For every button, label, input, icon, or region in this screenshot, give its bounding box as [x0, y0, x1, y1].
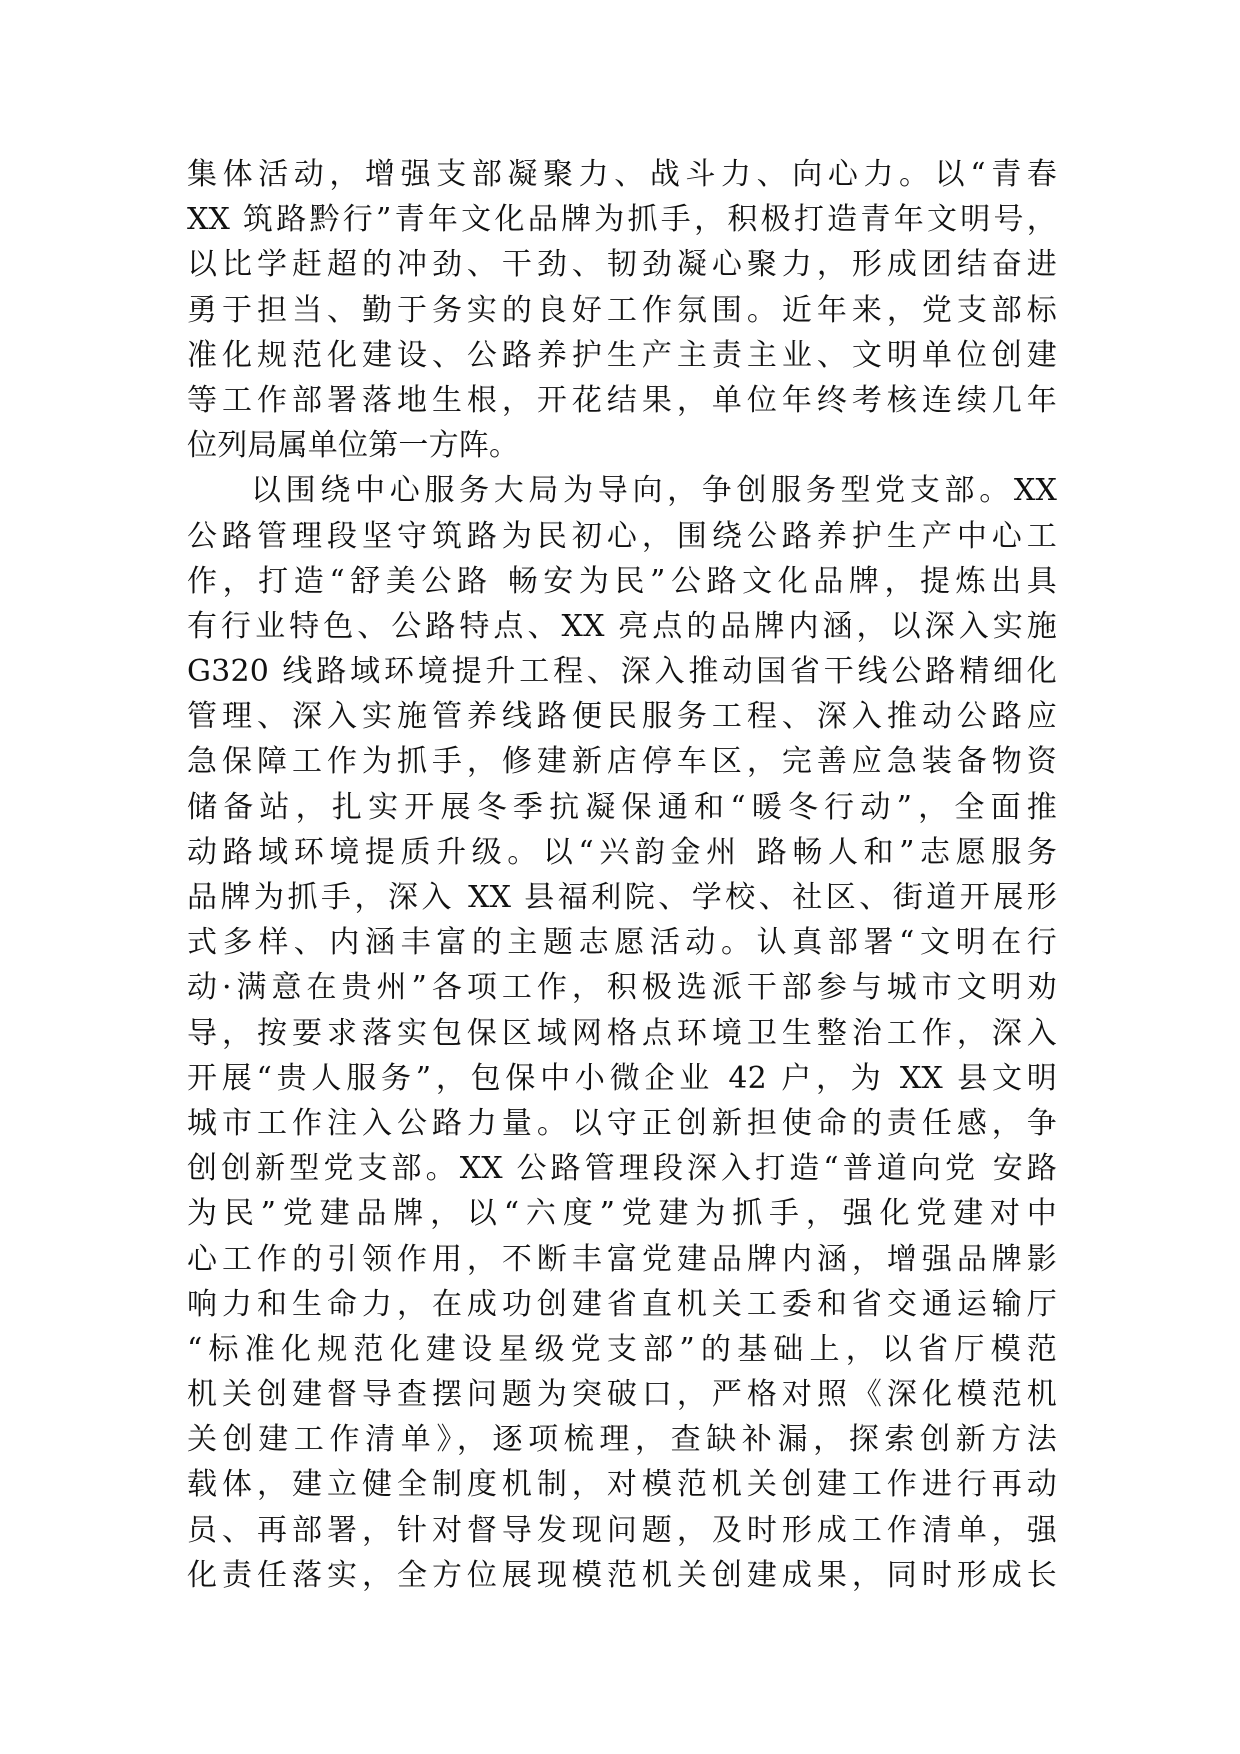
text-line: 急保障工作为抓手，修建新店停车区，完善应急装备物资: [187, 744, 1057, 780]
text-line: 化责任落实，全方位展现模范机关创建成果，同时形成长: [187, 1557, 1057, 1593]
text-line: 心工作的引领作用，不断丰富党建品牌内涵，增强品牌影: [187, 1241, 1057, 1277]
text-line: 公路管理段坚守筑路为民初心，围绕公路养护生产中心工: [187, 518, 1057, 554]
text-line: 机关创建督导查摆问题为突破口，严格对照《深化模范机: [187, 1377, 1057, 1413]
text-line: 导，按要求落实包保区域网格点环境卫生整治工作，深入: [187, 1015, 1057, 1051]
text-line: 城市工作注入公路力量。以守正创新担使命的责任感，争: [187, 1105, 1057, 1141]
text-line: 作，打造“舒美公路 畅安为民”公路文化品牌，提炼出具: [187, 563, 1057, 599]
text-line: “标准化规范化建设星级党支部”的基础上，以省厅模范: [187, 1331, 1057, 1367]
text-line: 品牌为抓手，深入 XX 县福利院、学校、社区、街道开展形: [187, 880, 1057, 915]
text-line: 为民”党建品牌，以“六度”党建为抓手，强化党建对中: [187, 1196, 1057, 1232]
text-line: 创创新型党支部。XX 公路管理段深入打造“普道向党 安路: [187, 1151, 1057, 1187]
text-line: 式多样、内涵丰富的主题志愿活动。认真部署“文明在行: [187, 925, 1057, 961]
text-line: 动路域环境提质升级。以“兴韵金州 路畅人和”志愿服务: [187, 834, 1057, 870]
text-line: 储备站，扎实开展冬季抗凝保通和“暖冬行动”，全面推: [187, 789, 1057, 825]
text-line: 员、再部署，针对督导发现问题，及时形成工作清单，强: [187, 1512, 1057, 1548]
document-body: [187, 152, 1057, 1598]
text-line: 以比学赶超的冲劲、干劲、韧劲凝心聚力，形成团结奋进: [187, 247, 1057, 283]
paragraph-first-line: 以围绕中心服务大局为导向，争创服务型党支部。XX: [251, 473, 1057, 509]
text-line: 勇于担当、勤于务实的良好工作氛围。近年来，党支部标: [187, 292, 1057, 328]
text-line: 载体，建立健全制度机制，对模范机关创建工作进行再动: [187, 1467, 1057, 1503]
text-line: 关创建工作清单》，逐项梳理，查缺补漏，探索创新方法: [187, 1422, 1057, 1458]
paragraph-end-line: 位列局属单位第一方阵。: [187, 428, 520, 464]
text-line: G320 线路域环境提升工程、深入推动国省干线公路精细化: [187, 654, 1057, 690]
text-line: XX 筑路黔行”青年文化品牌为抓手，积极打造青年文明号，: [187, 202, 1057, 238]
text-line: 动·满意在贵州”各项工作，积极选派干部参与城市文明劝: [187, 970, 1057, 1006]
text-line: 响力和生命力，在成功创建省直机关工委和省交通运输厅: [187, 1286, 1057, 1322]
text-line: 管理、深入实施管养线路便民服务工程、深入推动公路应: [187, 699, 1057, 735]
text-line: 有行业特色、公路特点、XX 亮点的品牌内涵，以深入实施: [187, 608, 1057, 644]
text-line: 开展“贵人服务”，包保中小微企业 42 户，为 XX 县文明: [187, 1060, 1057, 1096]
text-line: 准化规范化建设、公路养护生产主责主业、文明单位创建: [187, 337, 1057, 373]
text-line: 集体活动，增强支部凝聚力、战斗力、向心力。以“青春: [187, 157, 1057, 192]
text-line: 等工作部署落地生根，开花结果，单位年终考核连续几年: [187, 382, 1057, 418]
